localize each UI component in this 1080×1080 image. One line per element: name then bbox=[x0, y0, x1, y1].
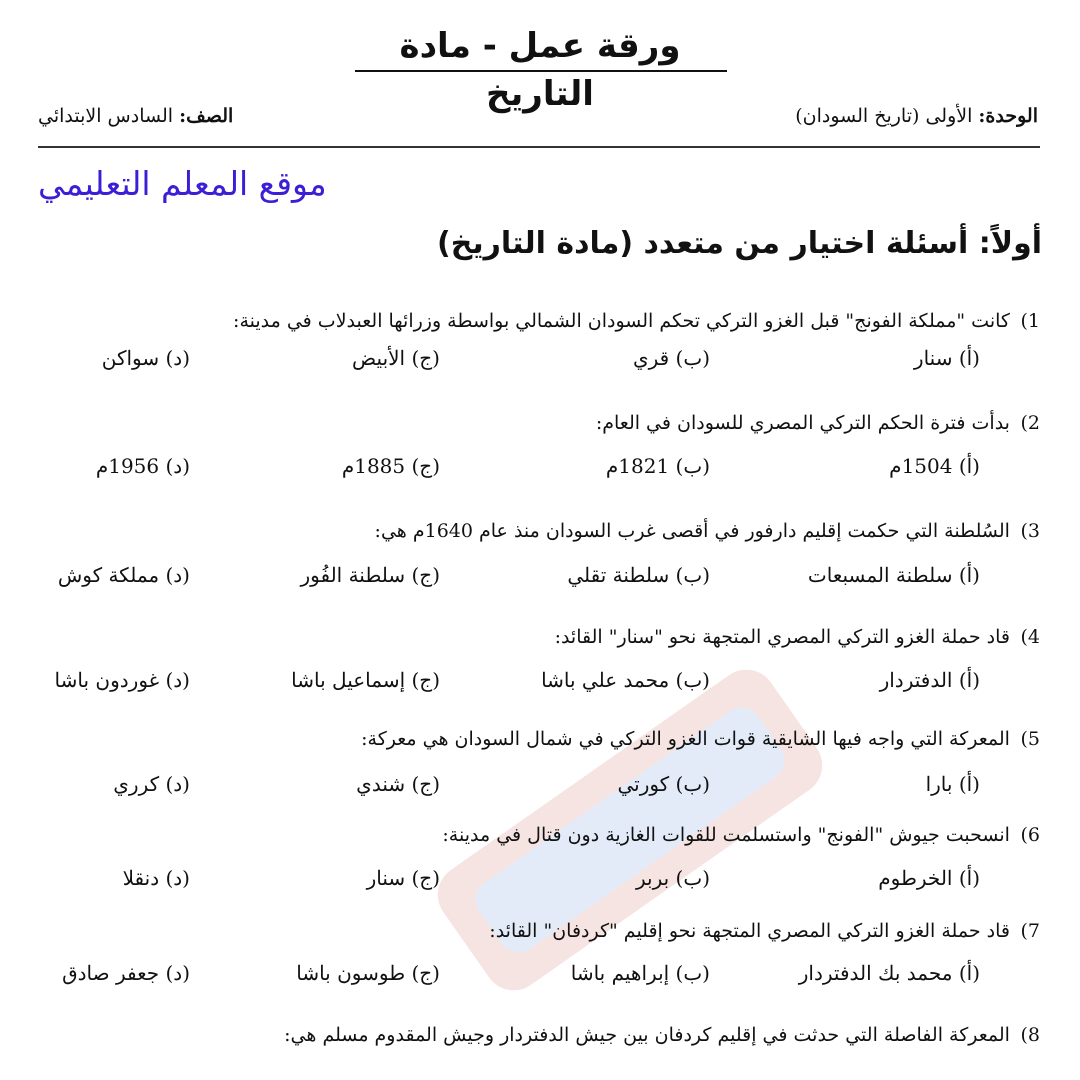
grade-info bbox=[38, 105, 233, 127]
question-3 bbox=[375, 518, 1040, 544]
question-number: 8) bbox=[1020, 1024, 1040, 1046]
option-c: (ج) سلطنة الفُور bbox=[300, 563, 440, 587]
option-a: (أ) سلطنة المسبعات bbox=[807, 563, 980, 587]
question-number: 1) bbox=[1020, 310, 1040, 332]
question-6-options bbox=[38, 866, 1040, 894]
option-d: (د) غوردون باشا bbox=[54, 668, 190, 692]
option-d: (د) جعفر صادق bbox=[62, 961, 190, 985]
question-text: قاد حملة الغزو التركي المصري المتجهة نحو "سنار" القائد: bbox=[554, 626, 1010, 648]
option-c: (ج) شندي bbox=[356, 772, 440, 796]
option-b: (ب) إبراهيم باشا bbox=[570, 961, 710, 985]
option-d: (د) مملكة كوش bbox=[57, 563, 190, 587]
question-3-options bbox=[38, 563, 1040, 591]
question-2-options bbox=[38, 454, 1040, 482]
option-b: (ب) 1821م bbox=[605, 454, 710, 478]
option-a: (أ) بارا bbox=[925, 772, 980, 796]
option-c: (ج) سنار bbox=[366, 866, 440, 890]
option-d: (د) 1956م bbox=[95, 454, 190, 478]
question-text: قاد حملة الغزو التركي المصري المتجهة نحو إقليم "كردفان" القائد: bbox=[489, 920, 1010, 942]
question-text: كانت "مملكة الفونج" قبل الغزو التركي تحكم السودان الشمالي بواسطة وزرائها العبدلاب في مدينة: bbox=[233, 310, 1010, 332]
option-a: (أ) 1504م bbox=[889, 454, 980, 478]
question-text: المعركة التي واجه فيها الشايقية قوات الغزو التركي في شمال السودان هي معركة: bbox=[361, 728, 1010, 750]
question-4-options bbox=[38, 668, 1040, 696]
question-1-options bbox=[38, 346, 1040, 374]
option-d: (د) سواكن bbox=[101, 346, 190, 370]
option-a: (أ) سنار bbox=[913, 346, 980, 370]
question-6 bbox=[442, 822, 1040, 848]
option-b: (ب) سلطنة تقلي bbox=[567, 563, 710, 587]
question-number: 7) bbox=[1020, 920, 1040, 942]
question-text: انسحبت جيوش "الفونج" واستسلمت للقوات الغازية دون قتال في مدينة: bbox=[442, 824, 1010, 846]
option-a: (أ) محمد بك الدفتردار bbox=[798, 961, 980, 985]
question-text: بدأت فترة الحكم التركي المصري للسودان في العام: bbox=[595, 412, 1010, 434]
option-a: (أ) الخرطوم bbox=[878, 866, 980, 890]
unit-value: الأولى (تاريخ السودان) bbox=[795, 105, 979, 127]
grade-value: السادس الابتدائي bbox=[38, 105, 180, 127]
option-b: (ب) كورتي bbox=[617, 772, 710, 796]
question-number: 6) bbox=[1020, 824, 1040, 846]
question-number: 4) bbox=[1020, 626, 1040, 648]
option-a: (أ) الدفتردار bbox=[879, 668, 980, 692]
question-2 bbox=[596, 410, 1040, 436]
question-7 bbox=[489, 918, 1040, 944]
page-title: ورقة عمل - مادة التاريخ bbox=[399, 26, 681, 114]
unit-label: الوحدة: bbox=[978, 105, 1038, 127]
option-b: (ب) بربر bbox=[636, 866, 710, 890]
header-divider bbox=[38, 146, 1040, 148]
site-watermark-text: موقع المعلم التعليمي bbox=[38, 164, 327, 203]
grade-label: الصف: bbox=[179, 105, 234, 127]
unit-info bbox=[795, 105, 1038, 127]
question-7-options bbox=[38, 961, 1040, 989]
question-number: 2) bbox=[1020, 412, 1040, 434]
question-4 bbox=[555, 624, 1040, 650]
option-c: (ج) إسماعيل باشا bbox=[291, 668, 440, 692]
option-d: (د) دنقلا bbox=[122, 866, 190, 890]
question-number: 5) bbox=[1020, 728, 1040, 750]
question-number: 3) bbox=[1020, 520, 1040, 542]
question-1 bbox=[233, 308, 1040, 334]
option-c: (ج) 1885م bbox=[341, 454, 440, 478]
question-text: المعركة الفاصلة التي حدثت في إقليم كردفان بين جيش الدفتردار وجيش المقدوم مسلم هي: bbox=[284, 1024, 1010, 1046]
question-text: السُلطنة التي حكمت إقليم دارفور في أقصى غرب السودان منذ عام 1640م هي: bbox=[374, 520, 1010, 542]
question-5-options bbox=[38, 772, 1040, 800]
title-underline bbox=[355, 70, 727, 72]
question-5 bbox=[361, 726, 1040, 752]
section-title: أولاً: أسئلة اختيار من متعدد (مادة التاريخ) bbox=[437, 226, 1042, 261]
option-d: (د) كرري bbox=[113, 772, 190, 796]
option-b: (ب) قري bbox=[632, 346, 710, 370]
option-c: (ج) طوسون باشا bbox=[296, 961, 440, 985]
option-b: (ب) محمد علي باشا bbox=[541, 668, 710, 692]
question-8 bbox=[284, 1022, 1040, 1048]
option-c: (ج) الأبيض bbox=[352, 346, 440, 370]
